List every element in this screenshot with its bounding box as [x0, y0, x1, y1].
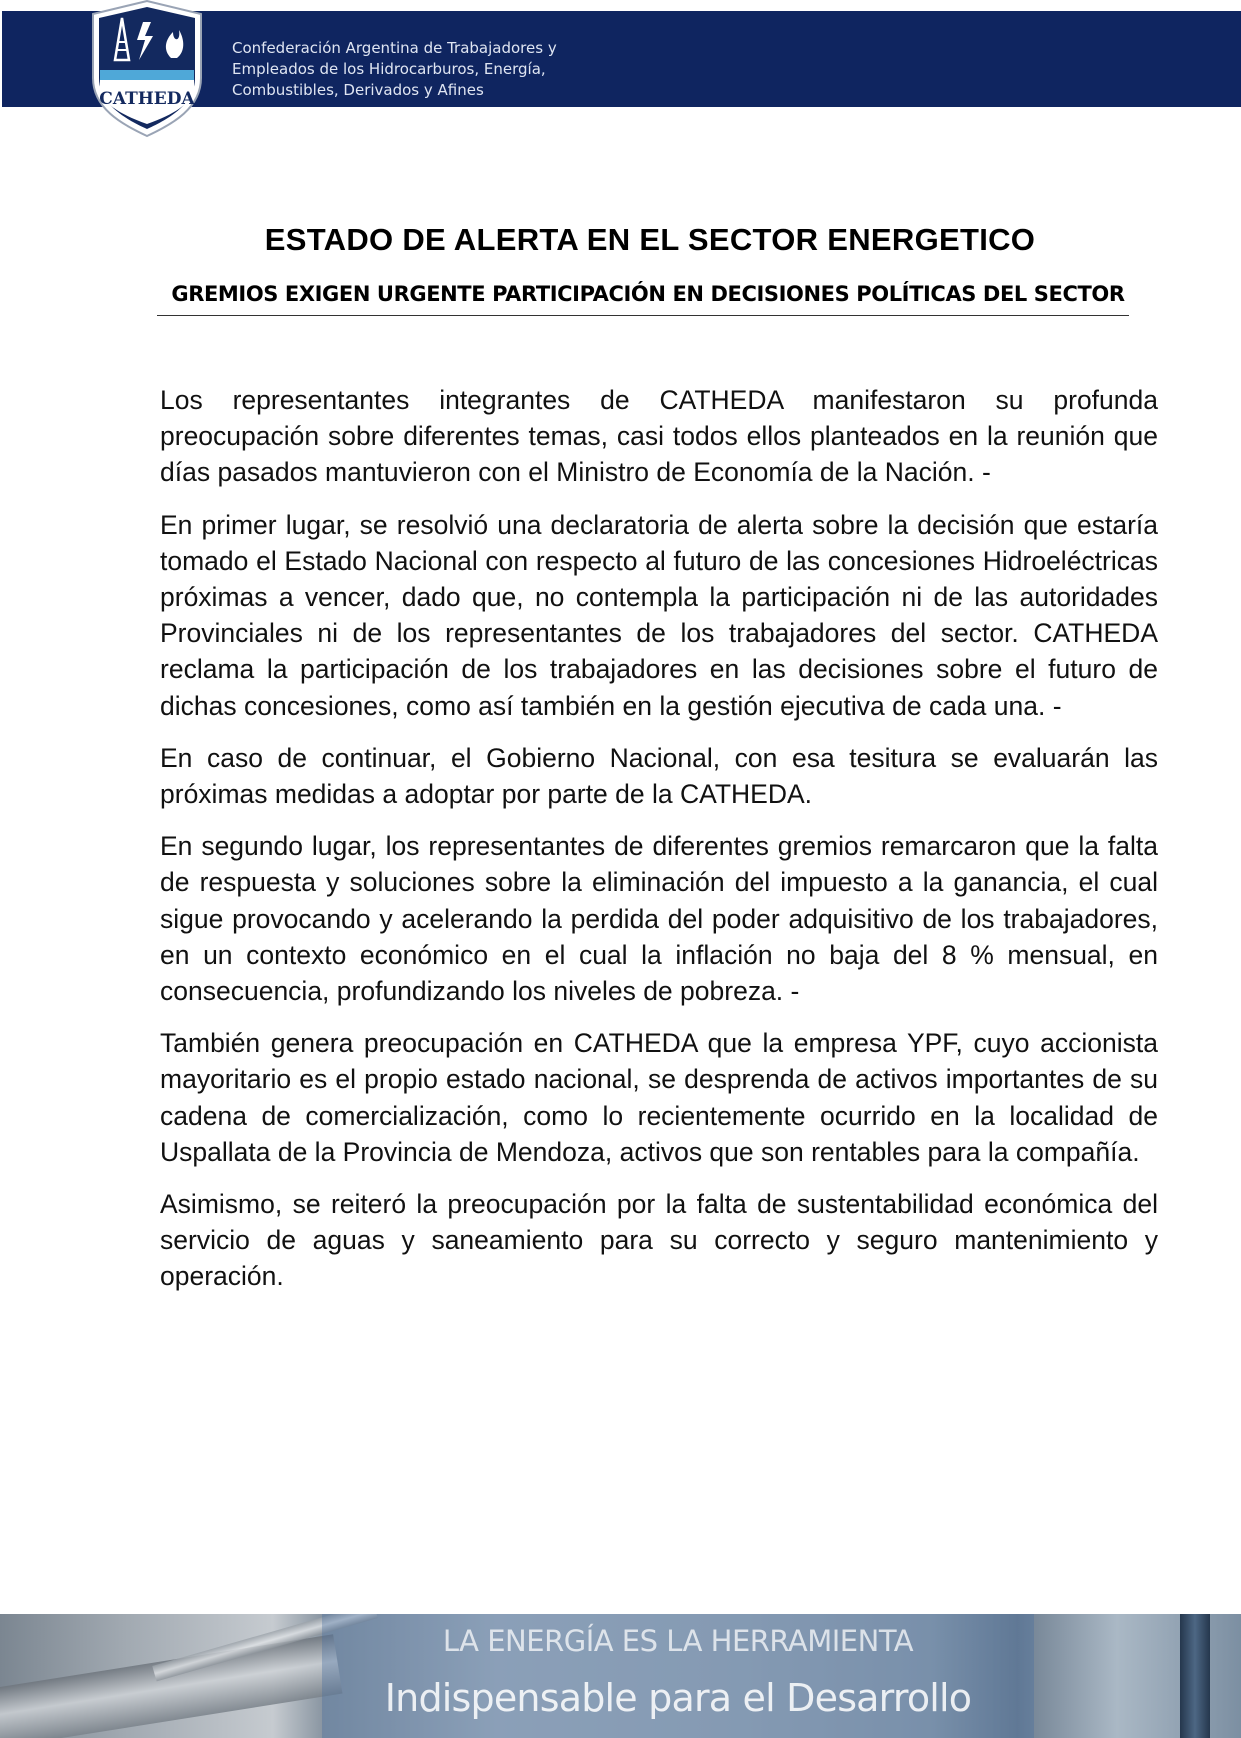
subtitle-underline	[157, 315, 1129, 316]
body-paragraph: En caso de continuar, el Gobierno Nacional, con esa tesitura se evaluarán las próximas medidas a adoptar por parte de la CATHEDA.	[160, 742, 1158, 810]
footer-slogan-line2: Indispensable para el Desarrollo	[384, 1676, 972, 1720]
footer-slogan-line1: LA ENERGÍA ES LA HERRAMIENTA	[442, 1624, 914, 1658]
document-subtitle: GREMIOS EXIGEN URGENTE PARTICIPACIÓN EN DECISIONES POLÍTICAS DEL SECTOR	[171, 282, 1125, 306]
org-name-line: Confederación Argentina de Trabajadores y	[232, 39, 557, 57]
org-name	[232, 38, 632, 101]
footer-structure-image	[1180, 1614, 1210, 1738]
body-paragraph: Los representantes integrantes de CATHEDA manifestaron su profunda preocupación sobre diferentes temas, casi todos ellos planteados en la reunión que días pasados mantuvieron con el Ministro de Economía de la Nación. -	[160, 385, 1158, 488]
catheda-logo	[85, 0, 209, 138]
document-title: ESTADO DE ALERTA EN EL SECTOR ENERGETICO	[264, 222, 1036, 257]
document-body	[160, 382, 1158, 1311]
body-paragraph: En primer lugar, se resolvió una declaratoria de alerta sobre la decisión que estaría tomado el Estado Nacional con respecto al futuro de las concesiones Hidroeléctricas próximas a vencer, dado que, no contempla la participación ni de las autoridades Provinciales ni de los representantes de los trabajadores del sector. CATHEDA reclama la participación de los trabajadores en las decisiones sobre el futuro de dichas concesiones, como así también en la gestión ejecutiva de cada una. -	[160, 509, 1158, 721]
footer-banner	[0, 1614, 1241, 1738]
body-paragraph: En segundo lugar, los representantes de diferentes gremios remarcaron que la falta de respuesta y soluciones sobre la eliminación del impuesto a la ganancia, el cual sigue provocando y acelerando la perdida del poder adquisitivo de los trabajadores, en un contexto económico en el cual la inflación no baja del 8 % mensual, en consecuencia, profundizando los niveles de pobreza. -	[160, 831, 1158, 1007]
logo-text: CATHEDA	[99, 89, 195, 109]
body-paragraph: Asimismo, se reiteró la preocupación por la falta de sustentabilidad económica del servicio de aguas y saneamiento para su correcto y seguro mantenimiento y operación.	[160, 1189, 1158, 1292]
org-name-line: Empleados de los Hidrocarburos, Energía,	[232, 60, 546, 78]
body-paragraph: También genera preocupación en CATHEDA que la empresa YPF, cuyo accionista mayoritario es el propio estado nacional, se desprenda de activos importantes de su cadena de comercialización, como lo recientemente ocurrido en la localidad de Uspallata de la Provincia de Mendoza, activos que son rentables para la compañía.	[160, 1028, 1158, 1167]
org-name-line: Combustibles, Derivados y Afines	[232, 81, 484, 99]
footer-pipe-image	[0, 1634, 342, 1738]
